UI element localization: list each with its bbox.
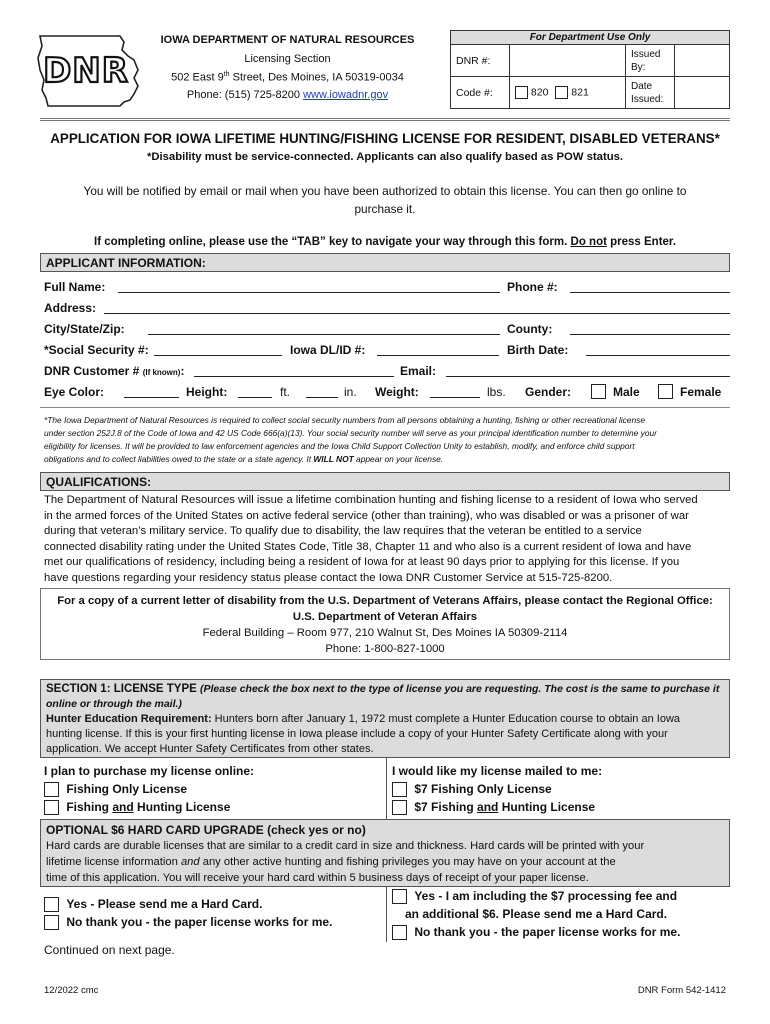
address-part: Street, Des Moines, IA 50319-0034 (229, 71, 404, 84)
code-820-checkbox[interactable] (515, 86, 528, 99)
mail-combo-label (414, 800, 595, 814)
county-label: County: (507, 322, 553, 336)
section1-heading-line (46, 697, 724, 712)
online-combo-part: Fishing (66, 800, 113, 814)
mail-opt-combo (392, 800, 595, 815)
row-address (44, 301, 734, 317)
issued-by-label: Issued By: (626, 45, 675, 77)
qualification-line: have questions regarding your residency status please contact the Iowa DNR Customer Service at 515-725-8200. (44, 571, 613, 584)
eye-color-field[interactable] (124, 385, 179, 398)
gender-female-checkbox[interactable] (658, 384, 673, 399)
tab-note-emphasis: Do not (570, 236, 607, 248)
right-yes-label: Yes - I am including the $7 processing fee and (414, 889, 678, 903)
qualifications-heading: QUALIFICATIONS: (40, 472, 730, 491)
left-yes-option (44, 897, 262, 912)
date-issued-label: Date Issued: (626, 77, 675, 109)
gender-male-checkbox[interactable] (591, 384, 606, 399)
tab-note (30, 236, 740, 248)
qualification-line: in the armed forces of the United States on active federal service (other than training), who was disabled or was a prisoner of war (44, 509, 689, 522)
in-label: in. (344, 385, 357, 399)
ssn-note-line: *The Iowa Department of Natural Resources is required to collect social security numbers from all persons obtaining a hunting, fishing or other recreational license (44, 415, 645, 425)
email-field[interactable] (446, 364, 730, 377)
va-line-3: Federal Building – Room 977, 210 Walnut St, Des Moines IA 50309-2114 (202, 627, 568, 639)
notice-line-1: You will be notified by email or mail when you have been authorized to obtain this license. You can then go online to (83, 184, 687, 198)
footer-right: DNR Form 542-1412 (637, 985, 726, 996)
customer-field[interactable] (194, 364, 394, 377)
ssn-note-bold: WILL NOT (313, 454, 354, 464)
phone-text: Phone: (515) 725-8200 (186, 89, 304, 101)
email-label: Email: (400, 364, 437, 378)
section-name: Licensing Section (244, 53, 331, 65)
qualification-line: met our qualifications of residency, including being a resident of Iowa for at least 90 days prior to applying for this license. If you (44, 556, 680, 568)
code-options (510, 77, 626, 109)
hardcard-line: time of this application. You will receive your hard card within 5 business days of receipt of your paper license. (46, 872, 589, 884)
hardcard-line (46, 854, 724, 870)
right-yes-cont: an additional $6. Please send me a Hard Card. (405, 907, 668, 921)
dl-field[interactable] (377, 343, 499, 356)
notice-line-2: purchase it. (354, 202, 416, 216)
phone-field[interactable] (570, 280, 730, 293)
section1-heading-line (46, 682, 724, 697)
mail-combo-checkbox[interactable] (392, 800, 407, 815)
height-ft-field[interactable] (238, 385, 272, 398)
female-label: Female (680, 385, 722, 399)
height-label: Height: (186, 385, 228, 399)
mail-combo-and: and (477, 800, 499, 814)
right-no-label: No thank you - the paper license works for me. (414, 925, 681, 939)
section1-note-2: online or through the mail.) (46, 698, 182, 710)
row-ssn (44, 343, 734, 359)
lbs-label: lbs. (487, 385, 506, 399)
footer-left: 12/2022 cmc (44, 985, 99, 996)
right-yes-option (392, 889, 677, 904)
customer-label (44, 364, 184, 378)
left-yes-checkbox[interactable] (44, 897, 59, 912)
customer-label-text: DNR Customer # (44, 364, 143, 378)
mail-fishing-label: $7 Fishing Only License (414, 782, 552, 796)
row-city (44, 322, 734, 338)
row-full-name (44, 280, 734, 296)
qualification-line: during that veteran’s military service. To qualify due to disability, the law requires that the veteran be entitled to a service (44, 525, 642, 537)
weight-label: Weight: (375, 385, 419, 399)
agency-address (150, 71, 425, 84)
hardcard-part: any other active hunting and fishing privileges you may have on your account at the (199, 856, 616, 868)
online-fishing-label: Fishing Only License (66, 782, 188, 796)
agency-name: IOWA DEPARTMENT OF NATURAL RESOURCES (160, 34, 415, 46)
hunter-ed-label: Hunter Education Requirement: (46, 713, 212, 725)
iowa-dnr-logo (34, 30, 146, 108)
address-label: Address: (44, 301, 97, 315)
mail-fishing-checkbox[interactable] (392, 782, 407, 797)
section1-box (40, 679, 730, 758)
form-title: APPLICATION FOR IOWA LIFETIME HUNTING/FISHING LICENSE FOR RESIDENT, DISABLED VETERANS* (50, 131, 720, 146)
gender-label: Gender: (525, 385, 572, 399)
right-no-option (392, 925, 680, 940)
continued-note: Continued on next page. (44, 943, 175, 957)
va-contact-box (40, 588, 730, 660)
ft-label: ft. (280, 385, 291, 399)
hardcard-line: Hard cards are durable licenses that are similar to a credit card in size and thickness. Hard cards will be printed with your (46, 840, 645, 852)
hunter-ed-line: application. We accept Hunter Safety Certificates from other states. (46, 743, 374, 755)
online-combo-and: and (112, 800, 134, 814)
va-line-4: Phone: 1-800-827-1000 (325, 643, 445, 655)
row-physical (44, 385, 734, 401)
full-name-field[interactable] (118, 280, 500, 293)
license-options-divider (386, 758, 387, 820)
right-no-checkbox[interactable] (392, 925, 407, 940)
section1-note: (Please check the box next to the type of license you are requesting. The cost is the same to purchase it (200, 683, 720, 695)
ssn-note-part: appear on your license. (353, 454, 444, 464)
qualification-line: connected disability rating under the United States Code, Title 38, Chapter 11 and who also is a current resident of Iowa and have (44, 540, 692, 553)
county-field[interactable] (570, 322, 730, 335)
website-link[interactable]: www.iowadnr.gov (303, 89, 389, 101)
qualifications-text (44, 493, 734, 586)
hunter-ed-text: Hunters born after January 1, 1972 must complete a Hunter Education course to obtain an Iowa (211, 713, 681, 725)
code-820-label: 820 (530, 86, 549, 99)
code-number-label: Code #: (451, 77, 510, 109)
hardcard-heading: OPTIONAL $6 HARD CARD UPGRADE (check yes or no) (46, 823, 366, 837)
ssn-disclosure (44, 414, 734, 466)
agency-phone (150, 89, 425, 101)
applicant-divider (40, 407, 730, 408)
left-no-label: No thank you - the paper license works for me. (66, 915, 333, 929)
online-combo-label (66, 800, 230, 814)
customer-note: (If known) (142, 368, 181, 377)
left-no-checkbox[interactable] (44, 915, 59, 930)
online-opt-fishing (44, 782, 187, 797)
section1-heading: SECTION 1: LICENSE TYPE (46, 683, 200, 695)
address-part: 502 East 9 (171, 71, 224, 84)
hardcard-options-divider (386, 887, 387, 942)
online-heading: I plan to purchase my license online: (44, 764, 255, 778)
phone-label: Phone #: (507, 280, 558, 294)
ssn-note-line (44, 453, 734, 466)
tab-note-part: If completing online, please use the “TAB” key to navigate your way through this form. (94, 236, 571, 248)
male-label: Male (613, 385, 640, 399)
address-sup: th (223, 71, 230, 78)
va-line-2: U.S. Department of Veteran Affairs (292, 611, 478, 623)
hunter-ed-line: hunting license. If this is your first hunting license in Iowa please include a copy of your Hunter Safety Certificate along with your (46, 728, 668, 740)
dl-label: Iowa DL/ID #: (290, 343, 366, 357)
va-line-1: For a copy of a current letter of disability from the U.S. Department of Veterans Affairs, please contact the Regional Office: (57, 595, 713, 607)
ssn-label: *Social Security #: (44, 343, 149, 357)
customer-colon: : (180, 364, 185, 378)
dept-box-title: For Department Use Only (451, 31, 730, 45)
online-opt-combo (44, 800, 230, 815)
left-yes-label: Yes - Please send me a Hard Card. (66, 897, 263, 911)
applicant-info-heading: APPLICANT INFORMATION: (40, 253, 730, 272)
mail-opt-fishing (392, 782, 552, 797)
mail-heading: I would like my license mailed to me: (392, 764, 603, 778)
hardcard-and: and (180, 856, 200, 868)
code-821-label: 821 (571, 86, 589, 99)
full-name-label: Full Name: (44, 280, 106, 294)
header-divider (40, 118, 730, 121)
dnr-number-field[interactable] (510, 45, 626, 77)
row-customer (44, 364, 734, 380)
issued-by-field[interactable] (675, 45, 730, 77)
address-field[interactable] (104, 301, 730, 314)
logo-text: DNR (43, 51, 129, 91)
ssn-note-part: obligations and to collect liabilities owed to the state or a state agency. It (44, 454, 314, 464)
right-yes-checkbox[interactable] (392, 889, 407, 904)
birth-date-field[interactable] (586, 343, 730, 356)
form-subtitle: *Disability must be service-connected. Applicants can also qualify based as POW status. (146, 151, 624, 163)
online-combo-checkbox[interactable] (44, 800, 59, 815)
ssn-field[interactable] (154, 343, 282, 356)
department-use-box (450, 30, 730, 109)
ssn-note-line: under section 252J.8 of the Code of Iowa and 42 US Code 666(a)(13). Your social security number will serve as your principal identification number to determine your (44, 428, 657, 438)
height-in-field[interactable] (306, 385, 338, 398)
weight-field[interactable] (430, 385, 480, 398)
dnr-number-label: DNR #: (451, 45, 510, 77)
hunter-ed-line (46, 712, 724, 727)
city-field[interactable] (148, 322, 500, 335)
hardcard-box (40, 819, 730, 887)
online-combo-part: Hunting License (133, 800, 231, 814)
mail-combo-part: $7 Fishing (414, 800, 478, 814)
mail-combo-part: Hunting License (498, 800, 596, 814)
birth-date-label: Birth Date: (507, 343, 569, 357)
date-issued-field[interactable] (675, 77, 730, 109)
city-label: City/State/Zip: (44, 322, 125, 336)
tab-note-part: press Enter. (606, 236, 676, 248)
left-no-option (44, 915, 332, 930)
qualification-line: The Department of Natural Resources will issue a lifetime combination hunting and fishing license to a resident of Iowa who served (44, 494, 698, 506)
online-fishing-checkbox[interactable] (44, 782, 59, 797)
code-821-checkbox[interactable] (555, 86, 568, 99)
ssn-note-line: eligibility for licenses. It will be provided to law enforcement agencies and the Iowa Child Support Collection Unity to establish, modify, and enforce child support (44, 441, 635, 451)
hardcard-part: lifetime license information (46, 856, 181, 868)
eye-color-label: Eye Color: (44, 385, 105, 399)
